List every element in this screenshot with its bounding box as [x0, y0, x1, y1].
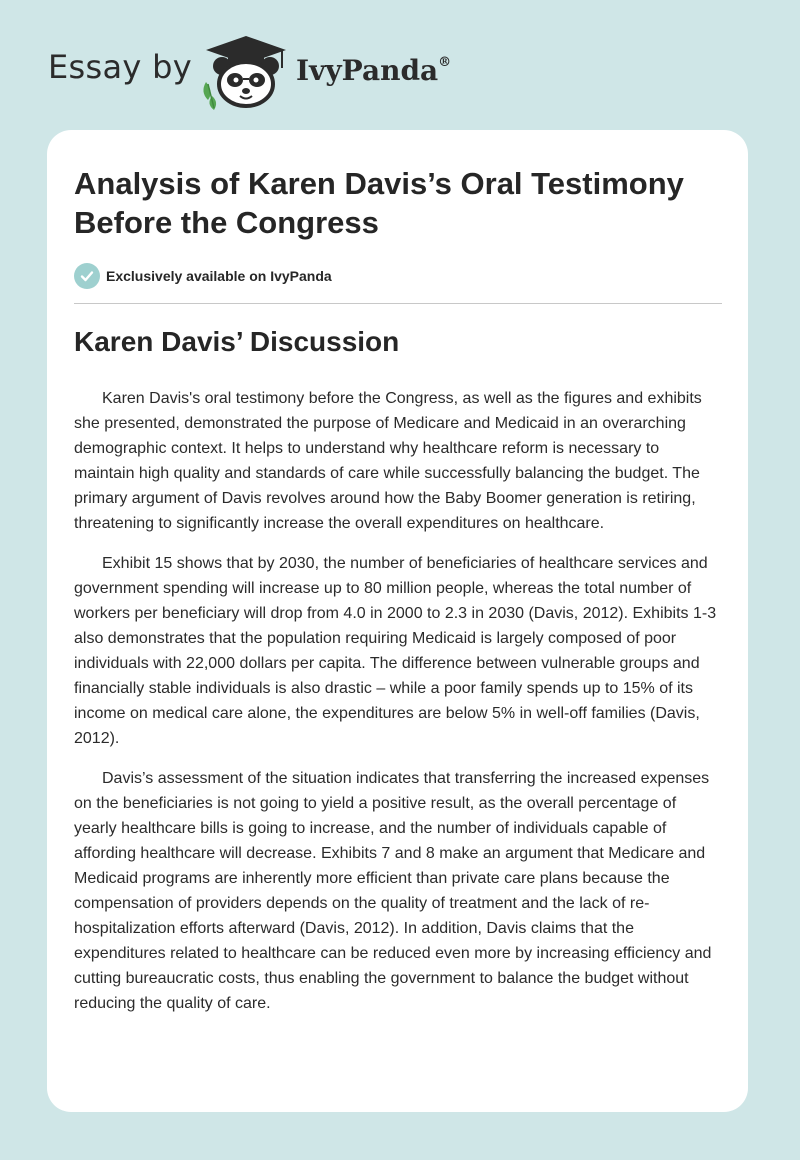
section-heading: Karen Davis’ Discussion	[74, 326, 400, 357]
divider	[74, 303, 722, 304]
brand-text: IvyPanda	[296, 54, 439, 87]
panda-graduate-icon[interactable]	[200, 34, 292, 110]
paragraph: Davis’s assessment of the situation indicates that transferring the increased expenses on the beneficiaries is not going to yield a positive result, as the overall percentage of yearly healthcare bills is going to increase, and the number of individuals capable of affording healthcare will decrease. Exhibits 7 and 8 make an argument that Medicare and Medicaid programs are inherently more efficient than private care plans because the compensation of providers depends on the quality of treatment and the lack of re-hospitalization efforts afterward (Davis, 2012). In addition, Davis claims that the expenditures related to healthcare can be reduced even more by increasing efficiency and cutting bureaucratic costs, thus enabling the government to balance the budget without reducing the quality of care.	[74, 770, 712, 1012]
essay-by-label: Essay by	[48, 48, 192, 86]
article-card	[47, 130, 748, 1112]
article-title: Analysis of Karen Davis’s Oral Testimony Before the Congress	[74, 166, 684, 240]
article-body	[74, 386, 720, 1031]
site-header	[48, 30, 508, 110]
exclusive-badge	[74, 263, 332, 289]
registered-mark: ®	[438, 54, 452, 70]
exclusive-text: Exclusively available on IvyPanda	[106, 268, 332, 284]
check-icon	[74, 263, 100, 289]
paragraph: Exhibit 15 shows that by 2030, the number of beneficiaries of healthcare services and government spending will increase up to 80 million people, whereas the total number of workers per beneficiary will drop from 4.0 in 2000 to 2.3 in 2030 (Davis, 2012). Exhibits 1-3 also demonstrates that the population requiring Medicaid is largely composed of poor individuals with 22,000 dollars per capita. The difference between vulnerable groups and financially stable individuals is also drastic – while a poor family spends up to 15% of its income on medical care alone, the expenditures are below 5% in well-off families (Davis, 2012).	[74, 555, 717, 747]
paragraph: Karen Davis's oral testimony before the Congress, as well as the figures and exhibits she presented, demonstrated the purpose of Medicare and Medicaid in an overarching demographic context. It helps to understand why healthcare reform is necessary to maintain high quality and standards of care while successfully balancing the budget. The primary argument of Davis revolves around how the Baby Boomer generation is retiring, threatening to significantly increase the overall expenditures on healthcare.	[74, 390, 702, 532]
brand-name[interactable]	[296, 54, 451, 87]
